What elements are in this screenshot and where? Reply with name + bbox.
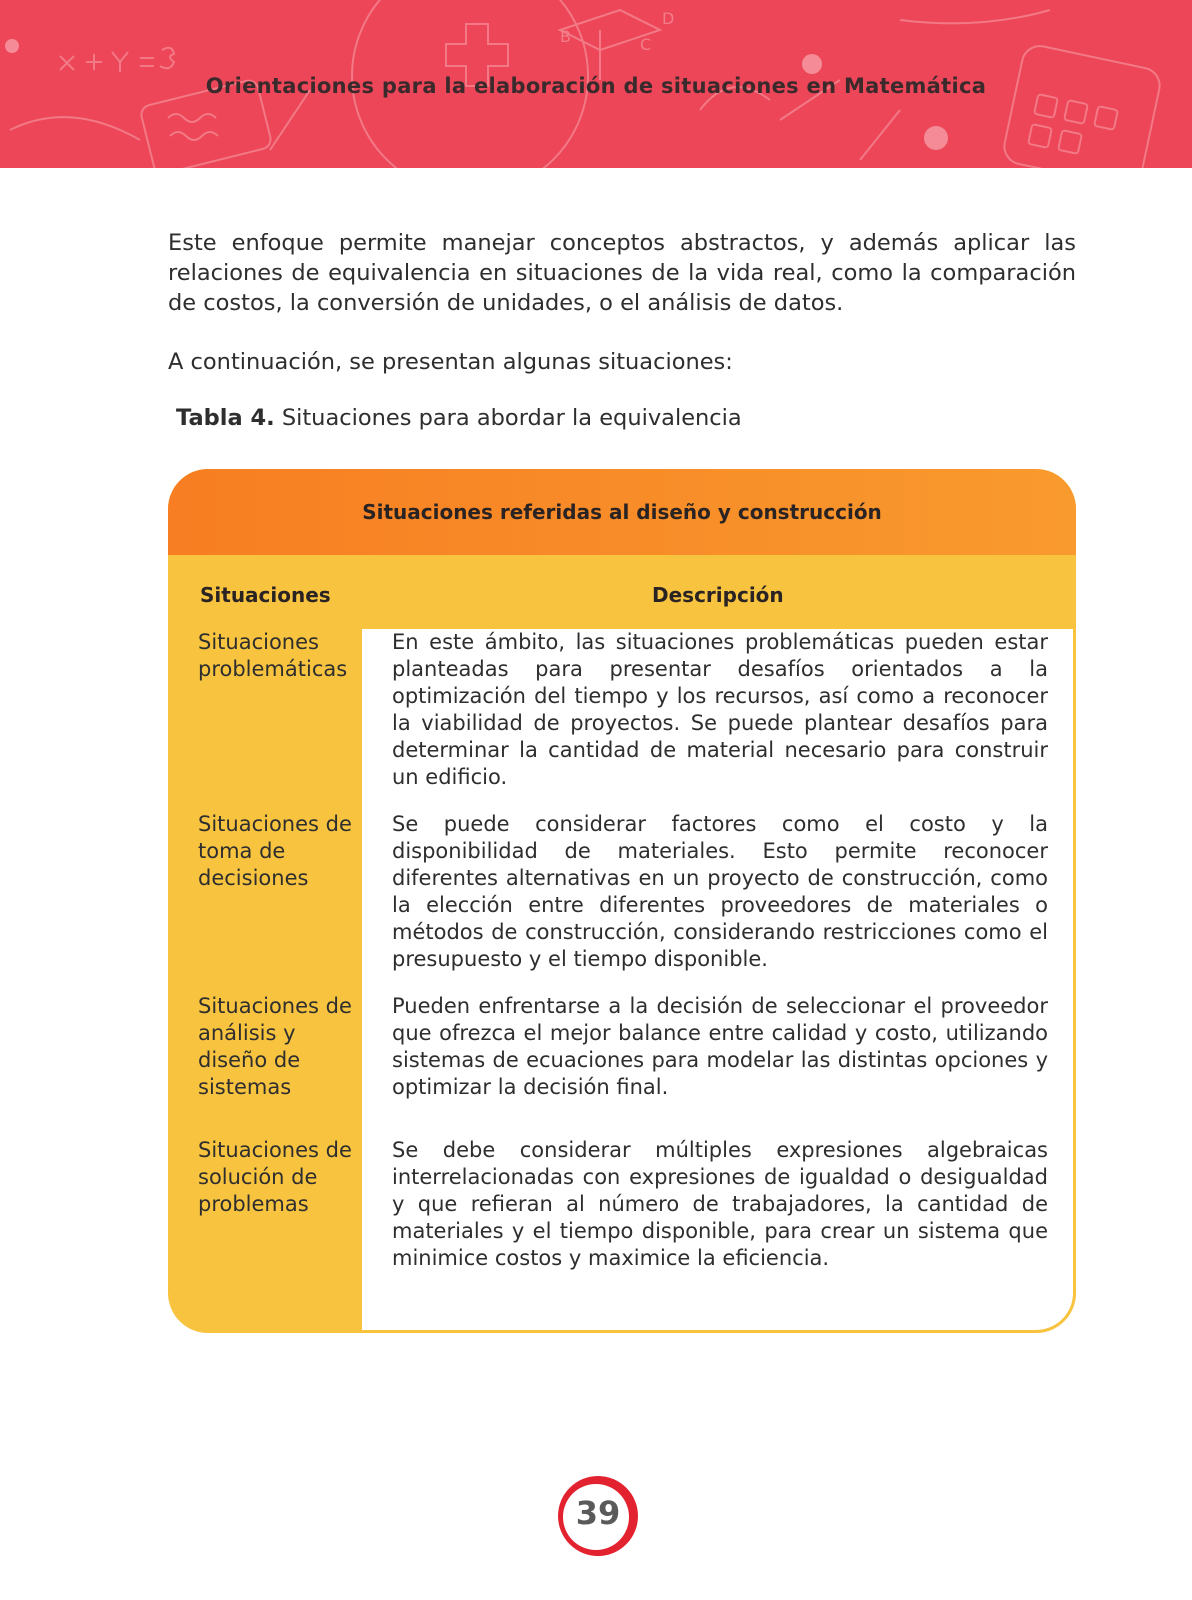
situations-table xyxy=(168,469,1076,1333)
row-description-analisis-diseno: Pueden enfrentarse a la decisión de seleccionar el proveedor que ofrezca el mejor balance entre calidad y costo, utilizando sistemas de ecuaciones para modelar las distintas opciones y optimizar la decisión final. xyxy=(392,994,1048,1099)
svg-text:C: C xyxy=(640,35,652,54)
row-label-problematicas: Situaciones problemáticas xyxy=(198,630,348,681)
svg-text:B: B xyxy=(560,27,571,46)
header-title: Orientaciones para la elaboración de situaciones en Matemática xyxy=(205,74,987,98)
row-description-solucion-problemas: Se debe considerar múltiples expresiones algebraicas interrelacionadas con expresiones de igualdad o desigualdad y que refieran al número de trabajadores, la cantidad de materiales y el tiempo disponible, para crear un sistema que minimice costos y maximice la eficiencia. xyxy=(392,1138,1048,1270)
row-description-problematicas: En este ámbito, las situaciones problemáticas pueden estar planteadas para presentar desafíos orientados a la optimización del tiempo y los recursos, así como a reconocer la viabilidad de proyectos. Se puede plantear desafíos para determinar la cantidad de material necesario para construir un edificio. xyxy=(392,630,1048,789)
table-caption-label: Tabla 4. xyxy=(176,405,275,431)
row-label-toma-de-decisiones: Situaciones de toma de decisiones xyxy=(198,812,352,890)
page-number: 39 xyxy=(575,1494,621,1532)
table-caption-text: Situaciones para abordar la equivalencia xyxy=(274,405,742,431)
row-label-solucion-problemas: Situaciones de solución de problemas xyxy=(198,1138,352,1216)
column-header-situaciones: Situaciones xyxy=(200,583,331,607)
page-number-badge xyxy=(556,1474,640,1558)
intro-paragraph: Este enfoque permite manejar conceptos abstractos, y además aplicar las relaciones de equivalencia en situaciones de la vida real, como la comparación de costos, la conversión de unidades, o el análisis de datos. xyxy=(168,230,1076,316)
lead-in-paragraph: A continuación, se presentan algunas situaciones: xyxy=(168,349,733,375)
row-label-analisis-diseno: Situaciones de análisis y diseño de sistemas xyxy=(198,994,352,1099)
table-caption xyxy=(176,405,742,431)
svg-text:D: D xyxy=(662,9,675,28)
column-header-descripcion: Descripción xyxy=(652,583,784,607)
table-title: Situaciones referidas al diseño y construcción xyxy=(168,469,1076,555)
row-description-toma-de-decisiones: Se puede considerar factores como el costo y la disponibilidad de materiales. Esto permite reconocer diferentes alternativas en un proyecto de construcción, como la elección entre diferentes proveedores de materiales o métodos de construcción, considerando restricciones como el presupuesto y el tiempo disponible. xyxy=(392,812,1048,971)
header-banner xyxy=(0,0,1192,168)
table-column-headers xyxy=(168,555,1076,629)
